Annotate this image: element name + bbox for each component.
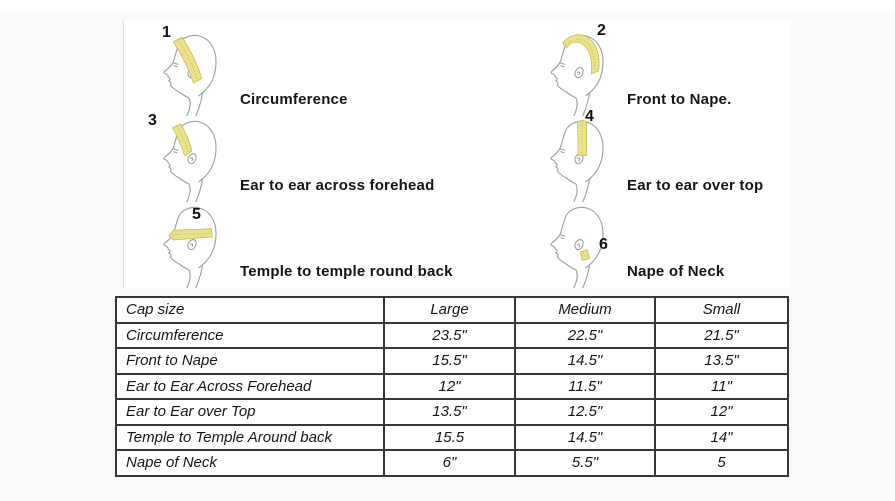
diagram-panel <box>123 20 791 288</box>
diagram-circumference <box>148 24 535 116</box>
value-cell: 12" <box>655 399 788 425</box>
head-profile-ear-top-icon <box>535 118 617 202</box>
head-figure-3 <box>148 112 230 202</box>
measurement-label: Circumference <box>240 91 348 108</box>
value-cell: 6" <box>384 450 515 476</box>
step-number: 2 <box>597 22 606 39</box>
measurement-label: Ear to ear over top <box>627 177 764 194</box>
measure-cell: Front to Nape <box>116 348 384 374</box>
table-row-temple-to-temple <box>116 425 788 451</box>
step-number: 5 <box>192 206 201 223</box>
value-cell: 13.5" <box>655 348 788 374</box>
head-figure-4 <box>535 108 617 202</box>
step-number: 3 <box>148 112 157 129</box>
table-row-circumference <box>116 323 788 349</box>
measure-tape-band <box>173 37 202 83</box>
head-figure-1 <box>148 24 230 116</box>
step-number: 1 <box>162 24 171 41</box>
table-row-ear-to-ear-forehead <box>116 374 788 400</box>
measure-tape-band <box>581 250 590 261</box>
table-row-ear-to-ear-top <box>116 399 788 425</box>
value-cell: 11" <box>655 374 788 400</box>
table-header-row <box>116 297 788 323</box>
measurement-label: Nape of Neck <box>627 263 725 280</box>
header-medium: Medium <box>515 297 655 323</box>
value-cell: 15.5 <box>384 425 515 451</box>
table-row-nape-of-neck <box>116 450 788 476</box>
value-cell: 23.5" <box>384 323 515 349</box>
measurement-label: Ear to ear across forehead <box>240 177 435 194</box>
diagram-temple-to-temple <box>148 202 535 288</box>
value-cell: 5 <box>655 450 788 476</box>
value-cell: 21.5" <box>655 323 788 349</box>
measurement-label: Temple to temple round back <box>240 263 453 280</box>
value-cell: 13.5" <box>384 399 515 425</box>
header-large: Large <box>384 297 515 323</box>
step-number: 4 <box>585 108 594 125</box>
head-figure-5 <box>148 204 230 288</box>
diagram-ear-to-ear-forehead <box>148 112 535 202</box>
value-cell: 22.5" <box>515 323 655 349</box>
value-cell: 12.5" <box>515 399 655 425</box>
value-cell: 5.5" <box>515 450 655 476</box>
diagram-ear-to-ear-top <box>535 108 791 202</box>
diagram-nape-of-neck <box>535 202 791 288</box>
diagram-front-to-nape <box>535 22 791 116</box>
value-cell: 14" <box>655 425 788 451</box>
step-number: 6 <box>599 236 608 253</box>
measurement-label: Front to Nape. <box>627 91 732 108</box>
header-small: Small <box>655 297 788 323</box>
head-figure-2 <box>535 22 617 116</box>
value-cell: 11.5" <box>515 374 655 400</box>
value-cell: 14.5" <box>515 348 655 374</box>
header-cap-size: Cap size <box>116 297 384 323</box>
measure-cell: Ear to Ear Across Forehead <box>116 374 384 400</box>
head-profile-ear-forehead-icon <box>148 118 230 202</box>
measure-cell: Temple to Temple Around back <box>116 425 384 451</box>
value-cell: 15.5" <box>384 348 515 374</box>
head-profile-temple-icon <box>148 204 230 288</box>
cap-size-table <box>115 296 789 477</box>
measure-cell: Ear to Ear over Top <box>116 399 384 425</box>
head-profile-circumference-icon <box>148 32 230 116</box>
head-profile-front-nape-icon <box>535 32 617 116</box>
value-cell: 14.5" <box>515 425 655 451</box>
measure-cell: Circumference <box>116 323 384 349</box>
value-cell: 12" <box>384 374 515 400</box>
measure-cell: Nape of Neck <box>116 450 384 476</box>
table-row-front-to-nape <box>116 348 788 374</box>
head-figure-6 <box>535 204 617 288</box>
